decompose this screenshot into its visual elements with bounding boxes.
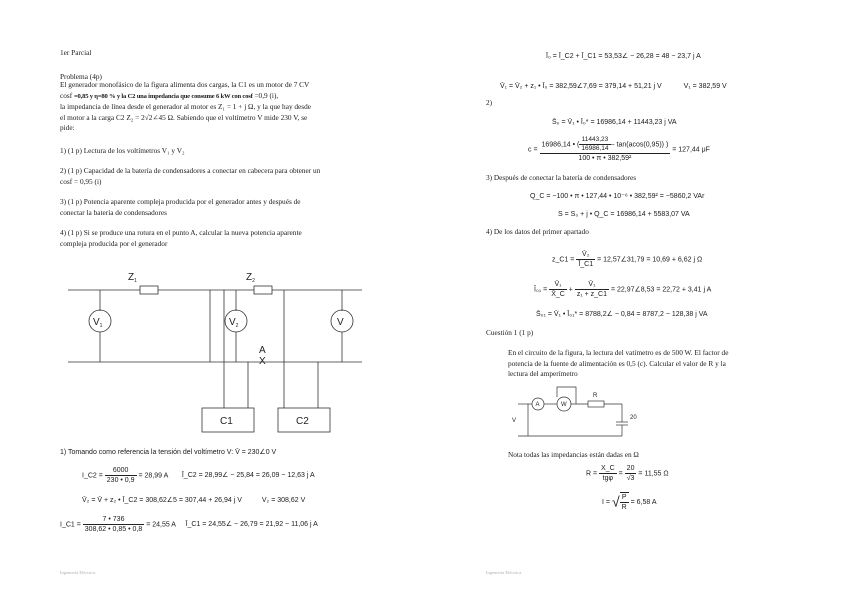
v-label: V [337,317,344,328]
cuestion-title: Cuestión 1 (1 p) [486,328,534,337]
equation-zc1 [552,250,702,269]
c2-label: C2 [296,416,309,427]
page-header: 1er Parcial [60,48,92,57]
equation-r [586,464,669,483]
eq3-fraction: $\frac{7 • 736}{308,62 • 0,85 • 0,8}$ [84,516,143,533]
question-2 [60,166,370,187]
cuestion-statement [508,348,808,380]
resistor-label: R [593,393,598,399]
cosf-label-2: cosf [60,176,73,186]
eq11-fraction-2: $\frac{\text{V̄₁}}{\text{z₁ + z\_C1}}$ [576,281,608,298]
impedance-z1 [140,286,158,294]
eq14-fraction: $\frac{P}{R}$ [621,494,627,511]
problem-line-1: El generador monofásico de la figura alimenta dos cargas, la C1 es un motor de 7 CV [60,80,310,89]
z2-label: $Z_2$ [246,272,255,284]
point-x-label: X [259,356,266,367]
question-3 [60,197,370,218]
eq10-lhs: z_C1 = [552,256,575,264]
equation-ic2 [82,466,315,485]
question-2-line-1: 2) (1 p) Capacidad de la batería de condensadores a conectar en cabecera para obtener un [60,166,321,175]
problem-statement [60,80,370,134]
eq13-fraction-1: $\frac{X\_C}{\text{tgφ}}$ [601,465,615,482]
eq11-plus: + [568,286,573,294]
right-page [424,0,848,599]
eq14-lhs: I = [602,498,610,506]
eq1-result: = 28,99 A [138,472,168,480]
equation-qc: Q_C = −100 • π • 127,44 • 10⁻⁶ • 382,59² = −5860,2 VAr [530,193,705,200]
equation-capacity [528,136,710,163]
equation-v2 [82,496,305,505]
eq11-fraction-1: $\frac{\text{V̄₁}}{X̄\_C}$ [551,281,565,298]
small-circuit-diagram [510,382,640,442]
question-3-line-2: conectar la batería de condensadores [60,207,167,217]
problem-title: Problema (4p) [60,72,102,81]
equation-i0: Ī₀ = Ī_C2 + Ī_C1 = 53,53∠ − 26,28 = 48 − 23,7 j A [546,53,701,60]
cuestion-line-1: En el circuito de la figura, la lectura del vatímetro es de 500 W. El factor de [508,348,729,357]
eq7-lhs: c = [528,146,538,154]
eq3-result: = 24,55 A [146,521,176,529]
eq13-eq: = [618,470,623,478]
eq1b: Ī_C2 = 28,99∠ − 25,84 = 26,09 − 12,63 j A [181,472,315,480]
problem-line-5: pide: [60,123,75,132]
eq7-result: = 127,44 μF [672,146,710,154]
eq13-fraction-2: $\frac{20}{√3}$ [626,465,635,482]
eq2b: V₂ = 308,62 V [261,497,306,504]
eq5b: V₁ = 382,59 V [683,83,727,90]
eq13-result: = 11,55 Ω [638,470,669,478]
cuestion-line-3: lectura del amperímetro [508,369,578,378]
eq11-lhs: Ī₀₁ = [534,286,548,294]
cuestion-line-2: potencia de la fuente de alimentación es 0,5 (c). Calcular el valor de R y la [508,358,726,368]
eq5a: V̄₁ = V̄₂ + z₁ • Ī₀ = 382,59∠7,69 = 379,14 + 51,21 j V [500,83,662,90]
equation-v1 [500,82,727,91]
eq7-fraction: 16986,14 • ( $\frac{11443,23}{16986,14}$ − tan(acos(0,95)) ) 100 • π • 382,59² [541,136,669,162]
nota: Nota todas las impedancias están dadas en Ω [508,450,639,459]
c1-label: C1 [220,416,233,427]
capacitor-label: 20 [630,415,637,421]
equation-i01 [534,280,711,299]
eq1-fraction: $\frac{6000}{230 • 0,9}$ [106,467,135,484]
question-4-line-2: compleja producida por el generador [60,238,168,248]
eq1-lhs: I_C2 = [82,472,103,480]
question-3-line-1: 3) (1 p) Potencia aparente compleja producida por el generador antes y después de [60,197,301,206]
equation-ic1 [60,515,318,534]
eq11-result: = 22,97∠8,53 = 22,72 + 3,41 j A [610,286,712,294]
point-a-label: A [259,345,266,356]
eq10-fraction: $\frac{\text{V̄₂}}{Ī\_C1}$ [578,251,594,268]
page-footer-right: Ingeniería Eléctrica [486,570,522,575]
solution-2-label: 2) [486,98,493,107]
eq3b: Ī_C1 = 24,55∠ − 26,79 = 21,92 − 11,06 j A [185,521,318,529]
problem-bold-text: =0,85 y η=80 % y la C2 una impedancia que consume 6 kW con cosf [74,92,253,100]
problem-line-4: el motor a la carga C2 Z₂ = 2√2∠45 Ω. Sabiendo que el voltímetro V mide 230 V, se [60,112,308,122]
eq14-result: = 6,58 A [630,498,657,506]
eq3-lhs: I_C1 = [60,521,81,529]
v1-label: $V_1$ [93,317,103,329]
equation-s: S = S₀ + j • Q_C = 16986,14 + 5583,07 VA [558,211,690,218]
eq13-lhs: R = [586,470,598,478]
z1-label: $Z_1$ [128,272,137,284]
q2-value: = 0,95 (i) [74,176,102,186]
eq2a: V̄₂ = V̄ + z₂ • Ī_C2 = 308,62∠5 = 307,44 + 26,94 j V [82,497,242,504]
v2-label: $V_2$ [229,317,239,329]
problem-line-2 [60,91,370,103]
page-footer: Ingeniería Eléctrica [60,570,96,575]
impedance-z2 [254,286,272,294]
question-4 [60,228,370,249]
sqrt-icon: √ [611,493,620,510]
cosf-label: cosf [60,90,73,100]
resistor-r [588,401,604,407]
equation-i [602,492,657,512]
circuit-diagram [60,266,370,436]
equation-s0: S̄₀ = V̄₁ • Ī₀* = 16986,14 + 11443,23 j VA [552,119,677,126]
ammeter-label: A [535,402,540,408]
question-4-line-1: 4) (1 p) Si se produce una rotura en el punto A, calcular la nueva potencia aparente [60,228,302,237]
wattmeter-label: W [561,402,567,408]
problem-line-2-end: =0,9 (i), [254,90,279,100]
question-1: 1) (1 p) Lectura de los voltímetros V₁ y V₂ [60,146,185,155]
question-2-line-2 [60,177,370,188]
solution-1-intro: 1) Tomando como referencia la tensión del voltímetro V: V̄ = 230∠0 V [60,449,277,456]
equation-s01: S̄₀₁ = V̄₁ • Ī₀₁* = 8788,2∠ − 0,84 = 8787,2 − 128,38 j VA [536,311,708,318]
solution-3-label: 3) Después de conectar la batería de condensadores [486,173,637,182]
source-label: V [512,418,517,424]
eq10-result: = 12,57∠31,79 = 10,69 + 6,62 j Ω [597,256,703,264]
problem-line-3: la impedancia de línea desde el generador al motor es Z₁ = 1 + j Ω, y la que hay desde [60,102,312,111]
solution-4-label: 4) De los datos del primer apartado [486,227,589,236]
